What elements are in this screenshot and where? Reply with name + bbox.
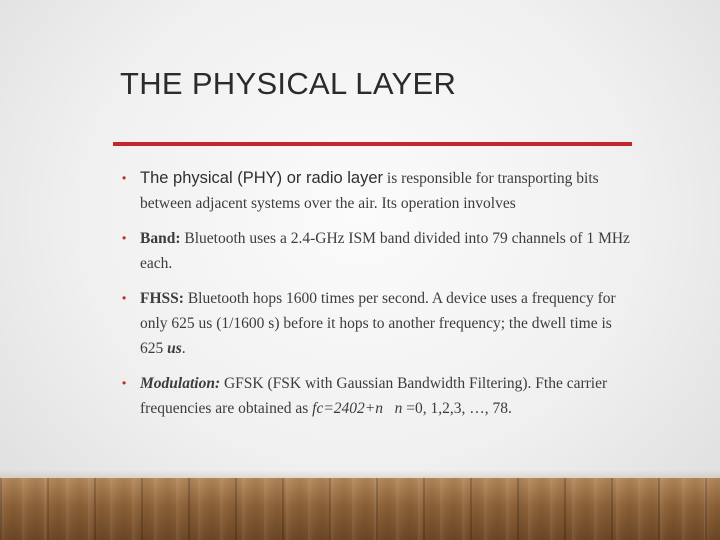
- bullet-body-text: is responsible for transporting bits between adjacent systems over the air. Its operation involves: [140, 170, 599, 212]
- bullet-term: Band:: [140, 230, 181, 247]
- bullet-body-end: .: [181, 340, 186, 357]
- wood-floor-background: [0, 478, 720, 540]
- bullet-marker: •: [122, 376, 127, 390]
- bullet-fhss: [120, 286, 630, 361]
- bullet-body-text: GFSK (FSK with Gaussian Bandwidth Filtering). Fthe carrier frequencies are obtained as: [140, 375, 608, 417]
- bullet-term: FHSS:: [140, 290, 184, 307]
- formula-gap: [383, 400, 395, 417]
- bullet-band: [120, 226, 630, 276]
- bullet-term: Modulation:: [140, 375, 221, 392]
- bullet-list: [120, 166, 630, 421]
- bullet-marker: •: [122, 231, 127, 245]
- bullet-lead-text: The physical (PHY) or radio layer: [140, 169, 384, 187]
- carrier-formula: fc=2402+n: [312, 400, 383, 417]
- bullet-emphasis: us: [167, 340, 182, 357]
- bullet-body-text: Bluetooth uses a 2.4-GHz ISM band divided into 79 channels of 1 MHz each.: [140, 230, 630, 272]
- bullet-body-text: Bluetooth hops 1600 times per second. A device uses a frequency for only 625 us (1/1600 s) before it hops to another frequency; the dwell time is 625: [140, 290, 616, 357]
- title-divider: [113, 142, 632, 146]
- bullet-modulation: [120, 371, 630, 421]
- bullet-physical-layer: [120, 166, 630, 216]
- bullet-marker: •: [122, 171, 127, 185]
- bullet-marker: •: [122, 291, 127, 305]
- formula-variable: n: [394, 400, 403, 417]
- slide-title: THE PHYSICAL LAYER: [120, 66, 457, 101]
- bullet-body-end: =0, 1,2,3, …, 78.: [402, 400, 512, 417]
